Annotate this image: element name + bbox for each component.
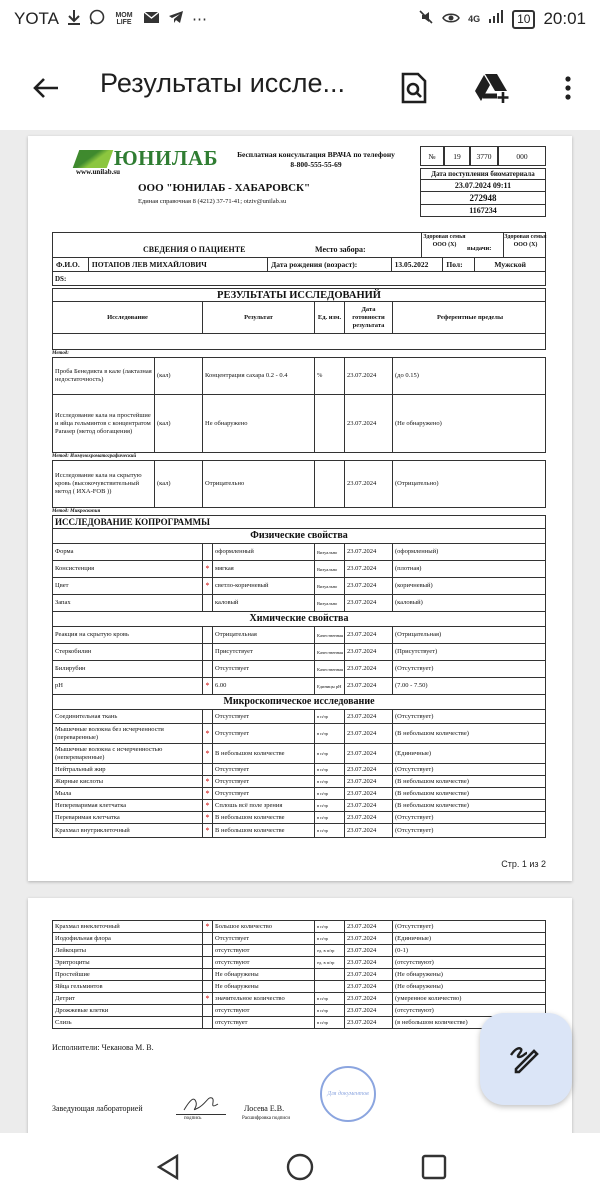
more-vert-icon <box>564 75 572 101</box>
carrier-label: YOTA <box>14 9 60 28</box>
coprogram-row <box>52 945 546 957</box>
patient-name: ПОТАПОВ ЛЕВ МИХАЙЛОВИЧ <box>89 258 268 271</box>
head-label: Заведующая лабораторией <box>52 1104 143 1113</box>
row-result: Отсутствует <box>213 710 315 723</box>
row-date: 23.07.2024 <box>345 957 393 968</box>
coprogram-row <box>52 710 546 724</box>
download-icon <box>67 9 81 29</box>
coprogram-row <box>52 933 546 945</box>
row-result: В небольшом количестве <box>213 824 315 837</box>
row-date: 23.07.2024 <box>345 661 393 677</box>
coprogram-row <box>52 1005 546 1017</box>
coprogram-row <box>52 776 546 788</box>
row-ref: (Отсутствует) <box>395 765 434 773</box>
row-date: 23.07.2024 <box>345 724 393 743</box>
document-viewer[interactable] <box>0 130 600 1133</box>
col-header: Референтные пределы <box>436 313 504 321</box>
row-date: 23.07.2024 <box>345 544 393 560</box>
row-date: 23.07.2024 <box>345 812 393 823</box>
coprogram-row <box>52 969 546 981</box>
place-value: Здоровая семья ООО (Х) <box>421 233 467 257</box>
row-name: Переваримая клетчатка <box>53 812 203 823</box>
edit-annotate-icon <box>508 1041 544 1077</box>
sex-label: Пол: <box>443 258 475 271</box>
row-result: Отсутствует <box>213 661 315 677</box>
results-title: РЕЗУЛЬТАТЫ ИССЛЕДОВАНИЙ <box>52 288 546 302</box>
row-unit: в п/зр <box>315 824 345 837</box>
coprogram-row <box>52 921 546 933</box>
website: www.unilab.su <box>76 168 120 176</box>
num-part-2: 3770 <box>470 146 498 166</box>
nav-back-icon <box>156 1153 180 1181</box>
row-name: Детрит <box>53 993 203 1004</box>
row-name: Крахмал внутриклеточный <box>53 824 203 837</box>
nav-home-icon <box>285 1152 315 1182</box>
test-name: Исследование кала на скрытую кровь (высокочувствительный метод ( ИХА-FOB )) <box>53 461 155 507</box>
bio-label: Дата поступления биоматериала <box>420 168 546 180</box>
row-ref: (в небольшом количестве) <box>395 1018 468 1026</box>
signal-icon <box>488 10 504 28</box>
row-name: Мышечные волокна без исчерченности (переваренные) <box>53 724 203 743</box>
stamp: Для документов <box>320 1066 376 1122</box>
row-date: 23.07.2024 <box>345 678 393 694</box>
row-name: Эритроциты <box>53 957 203 968</box>
row-flag: * <box>203 800 213 811</box>
num-label: № <box>420 146 444 166</box>
row-name: Цвет <box>53 578 203 594</box>
coprogram-row <box>52 764 546 776</box>
test-row <box>52 460 546 508</box>
row-date: 23.07.2024 <box>345 1017 393 1028</box>
coprogram-row <box>52 957 546 969</box>
row-flag <box>203 661 213 677</box>
row-unit <box>315 969 345 980</box>
mute-icon <box>418 9 434 29</box>
col-header: Результат <box>203 302 315 333</box>
row-date: 23.07.2024 <box>345 993 393 1004</box>
patient-section-title: СВЕДЕНИЯ О ПАЦИЕНТЕ <box>143 245 246 254</box>
col-header: Дата готовности результата <box>345 302 393 333</box>
test-unit <box>315 461 345 507</box>
sample-id-2: 1167234 <box>420 205 546 217</box>
row-result: Не обнаружены <box>213 969 315 980</box>
whatsapp-icon <box>89 9 105 29</box>
edit-fab[interactable] <box>480 1013 572 1105</box>
row-ref: (В небольшом количестве) <box>395 729 469 737</box>
row-unit: Качественная <box>315 661 345 677</box>
sex-value: Мужской <box>494 260 526 269</box>
row-flag: * <box>203 744 213 763</box>
more-options-button[interactable] <box>548 68 588 108</box>
row-result: Отрицательная <box>213 627 315 643</box>
back-button[interactable] <box>28 70 64 106</box>
row-date: 23.07.2024 <box>345 933 393 944</box>
row-flag <box>203 933 213 944</box>
row-name: Крахмал внеклеточный <box>53 921 203 932</box>
test-date: 23.07.2024 <box>345 395 393 452</box>
row-name: Мыла <box>53 788 203 799</box>
coprogram-row <box>52 1017 546 1029</box>
nav-recents-button[interactable] <box>418 1151 450 1183</box>
row-name: Иодофильная флора <box>53 933 203 944</box>
add-to-drive-icon <box>474 72 510 104</box>
row-unit: в п/зр <box>315 776 345 787</box>
row-date: 23.07.2024 <box>345 595 393 611</box>
find-in-document-button[interactable] <box>394 68 434 108</box>
coprogram-row <box>52 678 546 695</box>
row-result: Отсутствует <box>213 764 315 775</box>
test-row <box>52 395 546 453</box>
page-title: Результаты иссле... <box>100 68 346 98</box>
row-result: отсутствуют <box>213 1005 315 1016</box>
row-result: В небольшом количестве <box>213 744 315 763</box>
row-name: Стеркобилин <box>53 644 203 660</box>
row-flag: * <box>203 993 213 1004</box>
row-flag <box>203 945 213 956</box>
row-flag: * <box>203 921 213 932</box>
row-flag: * <box>203 788 213 799</box>
row-unit: в п/зр <box>315 1005 345 1016</box>
row-date: 23.07.2024 <box>345 788 393 799</box>
row-flag <box>203 595 213 611</box>
coprogram-row <box>52 800 546 812</box>
row-name: Реакция на скрытую кровь <box>53 627 203 643</box>
row-date: 23.07.2024 <box>345 764 393 775</box>
decoding-label: Расшифровка подписи <box>242 1116 290 1121</box>
arrow-back-icon <box>32 76 60 100</box>
battery-icon <box>512 10 535 29</box>
test-ref: (Отрицательно) <box>395 480 439 487</box>
test-name: Проба Бенедикта в кале (лактазная недостаточность) <box>53 358 155 394</box>
page-number: Стр. 1 из 2 <box>501 859 546 869</box>
row-result: светло-коричневый <box>213 578 315 594</box>
patient-row <box>52 258 546 272</box>
row-date: 23.07.2024 <box>345 921 393 932</box>
row-unit: в п/зр <box>315 921 345 932</box>
row-ref: (Отсутствует) <box>395 826 434 834</box>
test-unit <box>315 395 345 452</box>
col-header: Исследование <box>53 302 203 333</box>
add-to-drive-button[interactable] <box>472 68 512 108</box>
coprogram-row <box>52 788 546 800</box>
row-date: 23.07.2024 <box>345 561 393 577</box>
row-flag <box>203 710 213 723</box>
row-unit: Качественная <box>315 644 345 660</box>
row-unit: в п/зр <box>315 710 345 723</box>
row-ref: (В небольшом количестве) <box>395 789 469 797</box>
report-header <box>52 140 546 288</box>
document-page-1 <box>28 136 572 881</box>
order-number <box>420 146 546 166</box>
fio-label: Ф.И.О. <box>53 258 89 271</box>
blank-row <box>52 334 546 350</box>
coprogram-row <box>52 644 546 661</box>
row-ref: (7.00 - 7.50) <box>395 682 428 690</box>
org-name: ООО "ЮНИЛАБ - ХАБАРОВСК" <box>138 182 311 194</box>
row-date: 23.07.2024 <box>345 1005 393 1016</box>
row-ref: (В небольшом количестве) <box>395 801 469 809</box>
row-ref: (отсутствуют) <box>395 1006 434 1014</box>
results-column-headers <box>52 302 546 334</box>
row-result: отсутствует <box>213 1017 315 1028</box>
row-name: Консистенция <box>53 561 203 577</box>
signature-block <box>52 1091 546 1121</box>
row-unit: ед. в п/зр <box>315 957 345 968</box>
row-unit <box>315 981 345 992</box>
row-ref: (Единичные) <box>395 934 432 942</box>
row-flag <box>203 1005 213 1016</box>
nav-back-button[interactable] <box>152 1151 184 1183</box>
status-bar <box>0 0 600 38</box>
coprogram-row <box>52 627 546 644</box>
coprogram-row <box>52 544 546 561</box>
row-flag <box>203 764 213 775</box>
mom-life-icon <box>113 12 135 26</box>
row-name: Жирные кислоты <box>53 776 203 787</box>
biomaterial-box <box>420 168 546 217</box>
row-flag: * <box>203 812 213 823</box>
col-header: Ед. изм. <box>315 302 345 333</box>
logo-mark-icon <box>73 150 114 168</box>
row-result: отсутствуют <box>213 957 315 968</box>
test-name: Исследование кала на простейшие и яйца гельминтов с концентратом Parasep (метод обогащения) <box>53 395 155 452</box>
coprogram-row <box>52 661 546 678</box>
row-result: 6.00 <box>213 678 315 694</box>
test-ref: (Не обнаружено) <box>395 419 442 427</box>
method-immuno-label: Метод: Иммунохроматографический <box>52 454 137 459</box>
test-date: 23.07.2024 <box>345 358 393 394</box>
test-material: (кал) <box>155 358 203 394</box>
row-result: Отсутствует <box>213 933 315 944</box>
mail-icon <box>143 11 160 28</box>
row-ref: (отсутствуют) <box>395 958 434 966</box>
patient-info-header <box>52 232 546 258</box>
nav-recents-icon <box>421 1154 447 1180</box>
row-flag <box>203 627 213 643</box>
coprogram-row <box>52 578 546 595</box>
find-in-page-icon <box>400 72 428 104</box>
row-date: 23.07.2024 <box>345 981 393 992</box>
num-part-1: 19 <box>444 146 470 166</box>
org-info: Единая справочная 8 (4212) 37-71-41; otziv@unilab.su <box>138 198 287 205</box>
test-row <box>52 357 546 395</box>
coprogram-row <box>52 744 546 764</box>
eye-icon <box>442 11 460 28</box>
row-unit: Визуально <box>315 578 345 594</box>
battery-level: 10 <box>517 11 531 26</box>
row-name: Слизь <box>53 1017 203 1028</box>
test-material: (кал) <box>155 461 203 507</box>
row-name: Соединительная ткань <box>53 710 203 723</box>
row-ref: (плотная) <box>395 565 422 573</box>
row-flag: * <box>203 824 213 837</box>
signature-line <box>176 1114 226 1115</box>
row-date: 23.07.2024 <box>345 744 393 763</box>
row-date: 23.07.2024 <box>345 644 393 660</box>
section-title-microscopic: Микроскопическое исследование <box>52 695 546 710</box>
test-date: 23.07.2024 <box>345 461 393 507</box>
row-unit: Визуально <box>315 561 345 577</box>
row-name: Непереваримая клетчатка <box>53 800 203 811</box>
row-date: 23.07.2024 <box>345 800 393 811</box>
row-flag: * <box>203 578 213 594</box>
row-ref: (коричневый) <box>395 582 433 590</box>
row-unit: Визуально <box>315 595 345 611</box>
row-unit: в п/зр <box>315 764 345 775</box>
row-date: 23.07.2024 <box>345 578 393 594</box>
row-unit: Единицы pH <box>315 678 345 694</box>
row-ref: (Единичные) <box>395 749 432 757</box>
test-unit: % <box>315 358 345 394</box>
section-title-physical: Физические свойства <box>52 529 546 544</box>
row-ref: (умеренное количество) <box>395 994 462 1002</box>
row-unit: в п/зр <box>315 812 345 823</box>
test-ref: (до 0.15) <box>395 372 419 379</box>
row-unit: ед. в п/зр <box>315 945 345 956</box>
coprogram-row <box>52 981 546 993</box>
row-result: В небольшом количестве <box>213 812 315 823</box>
row-name: Простейшие <box>53 969 203 980</box>
bio-date: 23.07.2024 09:11 <box>420 180 546 192</box>
logo-text: ЮНИЛАБ <box>114 146 219 170</box>
row-name: Лейкоциты <box>53 945 203 956</box>
test-result: Не обнаружено <box>203 395 315 452</box>
section-title-chemical: Химические свойства <box>52 612 546 627</box>
row-ref: (Не обнаружены) <box>395 982 443 990</box>
row-ref: (Присутствует) <box>395 648 438 656</box>
row-ref: (Отсутствует) <box>395 922 434 930</box>
row-result: Сплошь всё поле зрения <box>213 800 315 811</box>
signature-icon <box>182 1094 222 1114</box>
executors: Исполнители: Чеканова М. В. <box>52 1043 154 1052</box>
coprogram-row <box>52 595 546 612</box>
row-result: Большое количество <box>213 921 315 932</box>
row-result: отсутствуют <box>213 945 315 956</box>
nav-home-button[interactable] <box>284 1151 316 1183</box>
row-name: Нейтральный жир <box>53 764 203 775</box>
row-flag <box>203 957 213 968</box>
row-date: 23.07.2024 <box>345 969 393 980</box>
row-result: мягкая <box>213 561 315 577</box>
system-nav-bar <box>0 1133 600 1198</box>
coprogram-row <box>52 824 546 838</box>
telegram-icon <box>168 10 184 28</box>
row-unit: в п/зр <box>315 1017 345 1028</box>
row-date: 23.07.2024 <box>345 710 393 723</box>
row-unit: в п/зр <box>315 800 345 811</box>
row-result: оформленный <box>213 544 315 560</box>
row-flag: * <box>203 678 213 694</box>
birth-label: Дата рождения (возраст): <box>268 258 391 271</box>
row-date: 23.07.2024 <box>345 824 393 837</box>
row-unit: в п/зр <box>315 933 345 944</box>
row-date: 23.07.2024 <box>345 945 393 956</box>
row-flag <box>203 981 213 992</box>
row-ref: (Отсутствует) <box>395 712 434 720</box>
row-ref: (Отрицательная) <box>395 631 442 639</box>
consult-text: Бесплатная консультация ВРАЧА по телефону 8-800-555-55-69 <box>237 150 395 169</box>
coprogram-row <box>52 724 546 744</box>
place-label: Место забора: <box>315 245 366 254</box>
row-ref: (Отсутствует) <box>395 665 434 673</box>
row-flag: * <box>203 776 213 787</box>
row-result: Присутствует <box>213 644 315 660</box>
row-unit: в п/зр <box>315 724 345 743</box>
row-ref: (каловый) <box>395 599 423 607</box>
row-name: Форма <box>53 544 203 560</box>
row-flag <box>203 544 213 560</box>
row-result: Не обнаружены <box>213 981 315 992</box>
clock: 20:01 <box>543 9 586 28</box>
row-name: Мышечные волокна с исчерченностью (непереваренные) <box>53 744 203 763</box>
coprogram-title: ИССЛЕДОВАНИЕ КОПРОГРАММЫ <box>52 515 546 529</box>
row-flag <box>203 644 213 660</box>
lab-report-continued <box>52 920 546 1120</box>
row-ref: (0-1) <box>395 946 408 954</box>
row-unit: в п/зр <box>315 744 345 763</box>
network-icon: 4G <box>468 14 481 24</box>
row-name: Запах <box>53 595 203 611</box>
row-unit: Визуально <box>315 544 345 560</box>
row-ref: (оформленный) <box>395 548 439 556</box>
birth-date: 13.05.2022 <box>392 258 444 271</box>
row-result: Отсутствует <box>213 788 315 799</box>
app-bar <box>0 58 600 118</box>
issue-label: выдачи: <box>467 245 492 252</box>
lab-report <box>52 140 546 838</box>
row-result: значительное количество <box>213 993 315 1004</box>
row-ref: (Отсутствует) <box>395 813 434 821</box>
signature-label: подпись <box>184 1116 202 1121</box>
coprogram-row <box>52 993 546 1005</box>
coprogram-row <box>52 812 546 824</box>
row-result: Отсутствует <box>213 724 315 743</box>
row-result: Отсутствует <box>213 776 315 787</box>
more-dots-icon: ⋯ <box>192 11 208 28</box>
row-name: pH <box>53 678 203 694</box>
row-result: каловый <box>213 595 315 611</box>
issue-value: Здоровая семья ООО (Х) <box>503 233 547 257</box>
row-flag: * <box>203 724 213 743</box>
test-result: Отрицательно <box>203 461 315 507</box>
row-unit: Качественная <box>315 627 345 643</box>
row-flag <box>203 1017 213 1028</box>
head-name: Лосева Е.В. <box>244 1104 285 1113</box>
row-flag <box>203 969 213 980</box>
row-unit: в п/зр <box>315 788 345 799</box>
ds-row: DS: <box>52 272 546 286</box>
test-result: Концентрация сахара 0.2 - 0.4 <box>203 358 315 394</box>
sample-id-1: 272948 <box>420 192 546 205</box>
method-label: Метод: <box>52 351 69 356</box>
row-ref: (В небольшом количестве) <box>395 777 469 785</box>
test-material: (кал) <box>155 395 203 452</box>
row-date: 23.07.2024 <box>345 627 393 643</box>
row-name: Дрожжевые клетки <box>53 1005 203 1016</box>
row-unit: в п/зр <box>315 993 345 1004</box>
row-name: Билирубин <box>53 661 203 677</box>
method-micro-label: Метод: Микроскопия <box>52 509 101 514</box>
num-part-3: 000 <box>498 146 546 166</box>
row-flag: * <box>203 561 213 577</box>
row-name: Яйца гельминтов <box>53 981 203 992</box>
row-date: 23.07.2024 <box>345 776 393 787</box>
mom-life-text: MOM LIFE <box>115 12 133 26</box>
coprogram-row <box>52 561 546 578</box>
row-ref: (Не обнаружены) <box>395 970 443 978</box>
